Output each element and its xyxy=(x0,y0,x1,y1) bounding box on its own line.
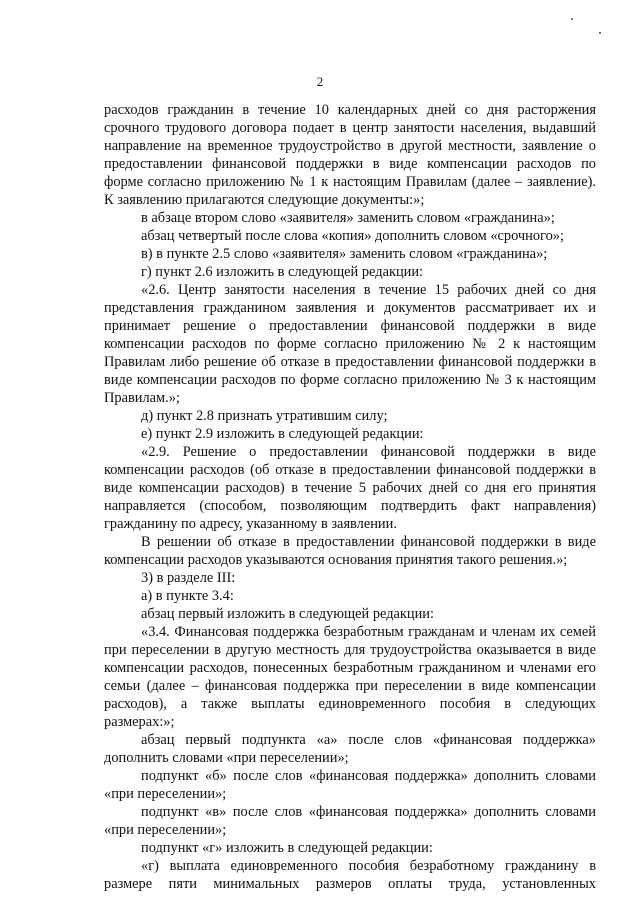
paragraph: «2.9. Решение о предоставлении финансовой поддержки в виде компенсации расходов (об отказе в предоставлении финансовой поддержки в виде компенсации расходов) в течение 5 рабочих дней со дня его принятия направляется (способом, позволяющим подтвердить факт направления) гражданину по адресу, указанному в заявлении. xyxy=(104,444,596,532)
paragraph: абзац первый подпункта «а» после слов «финансовая поддержка» дополнить словами «при переселении»; xyxy=(104,732,596,766)
paragraph: д) пункт 2.8 признать утратившим силу; xyxy=(141,408,388,424)
paragraph: подпункт «в» после слов «финансовая поддержка» дополнить словами «при переселении»; xyxy=(104,804,596,838)
paragraph: подпункт «г» изложить в следующей редакции: xyxy=(141,840,433,856)
paragraph: 3) в разделе III: xyxy=(141,570,236,586)
paragraph: В решении об отказе в предоставлении финансовой поддержки в виде компенсации расходов указываются основания принятия такого решения.»; xyxy=(104,534,596,568)
paragraph: а) в пункте 3.4: xyxy=(141,588,234,604)
paragraph: «2.6. Центр занятости населения в течение 15 рабочих дней со дня представления гражданином заявления и документов рассматривает их и принимает решение о предоставлении финансовой поддержки в виде компенсации расходов по форме согласно приложению № 2 к настоящим Правилам либо решение об отказе в предоставлении финансовой поддержки в виде компенсации расходов по форме согласно приложению № 3 к настоящим Правилам.»; xyxy=(104,282,596,406)
paragraph: г) пункт 2.6 изложить в следующей редакции: xyxy=(141,264,424,280)
paragraph: расходов гражданин в течение 10 календарных дней со дня расторжения срочного трудового договора подает в центр занятости населения, выдавший направление на временное трудоустройство в другой местности, заявление о предоставлении финансовой поддержки в виде компенсации расходов по форме согласно приложению № 1 к настоящим Правилам (далее – заявление). К заявлению прилагаются следующие документы:»; xyxy=(104,102,596,208)
scan-speck xyxy=(599,32,601,34)
document-body xyxy=(104,101,596,893)
paragraph: «г) выплата единовременного пособия безработному гражданину в размере пяти минимальных размеров оплаты труда, установленных xyxy=(104,858,596,892)
paragraph: в) в пункте 2.5 слово «заявителя» заменить словом «гражданина»; xyxy=(141,246,548,262)
paragraph: «3.4. Финансовая поддержка безработным гражданам и членам их семей при переселении в другую местность для трудоустройства оказывается в виде компенсации расходов, понесенных безработным гражданином и членами его семьи (далее – финансовая поддержка при переселении в виде компенсации расходов), а также выплаты единовременного пособия в следующих размерах:»; xyxy=(104,624,596,730)
paragraph: абзац четвертый после слова «копия» дополнить словом «срочного»; xyxy=(141,228,564,244)
scan-speck xyxy=(571,18,573,20)
paragraph: в абзаце втором слово «заявителя» заменить словом «гражданина»; xyxy=(141,210,555,226)
paragraph: абзац первый изложить в следующей редакции: xyxy=(141,606,435,622)
page-number: 2 xyxy=(316,74,324,89)
paragraph: е) пункт 2.9 изложить в следующей редакции: xyxy=(141,426,424,442)
paragraph: подпункт «б» после слов «финансовая поддержка» дополнить словами «при переселении»; xyxy=(104,768,596,802)
